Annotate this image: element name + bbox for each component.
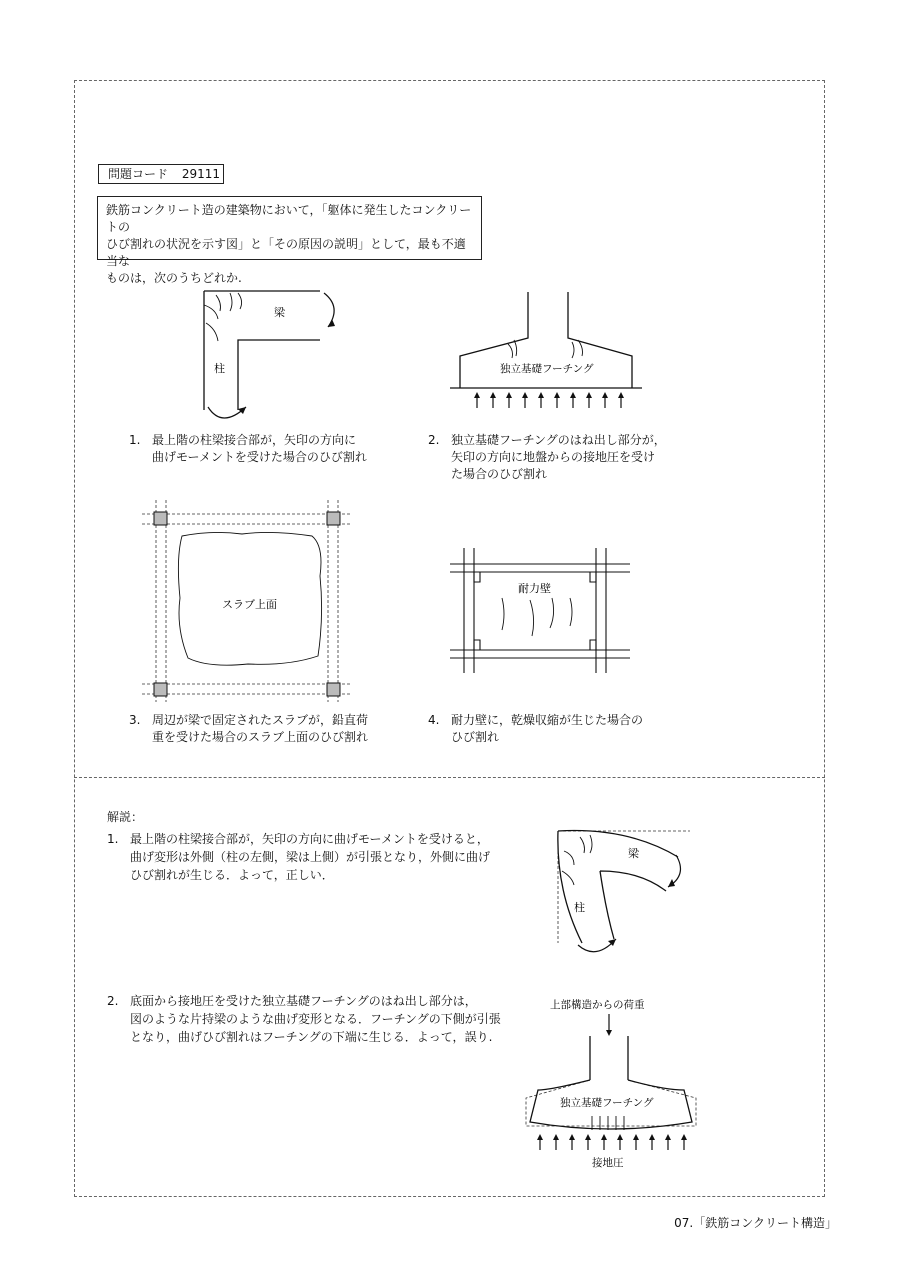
explanation-title: 解説：	[107, 810, 144, 824]
option-line: 耐力壁に，乾燥収縮が生じた場合の	[451, 713, 644, 727]
option-line: ひび割れ	[451, 730, 500, 744]
option-number: 4.	[428, 713, 440, 727]
explanation-figure-2-label-footing: 独立基礎フーチング	[560, 1097, 654, 1109]
explanation-figure-1-label-beam: 梁	[628, 847, 639, 860]
figure-4-shear-wall	[450, 548, 630, 673]
figure-1-beam-column-joint	[190, 285, 350, 430]
option-line: 重を受けた場合のスラブ上面のひび割れ	[152, 730, 369, 744]
figure-3-slab	[142, 500, 352, 702]
option-number: 2.	[428, 433, 440, 447]
figure-1-label-beam: 梁	[274, 306, 285, 319]
explanation-number: 1.	[107, 832, 119, 846]
explanation-figure-1-deformed-joint	[550, 825, 700, 965]
explanation-line: 底面から接地圧を受けた独立基礎フーチングのはね出し部分は，	[130, 994, 477, 1008]
figure-3-label-slab: スラブ上面	[222, 598, 277, 611]
explanation-line: となり，曲げひび割れはフーチングの下端に生じる．よって，誤り.	[130, 1030, 493, 1044]
figure-1-label-column: 柱	[214, 362, 225, 375]
option-number: 1.	[129, 433, 141, 447]
option-line: 周辺が梁で固定されたスラブが，鉛直荷	[152, 713, 369, 727]
option-line: 矢印の方向に地盤からの接地圧を受け	[451, 450, 656, 464]
option-line: 最上階の柱梁接合部が，矢印の方向に	[152, 433, 357, 447]
problem-code-box	[98, 164, 224, 184]
problem-code-label: 問題コード	[108, 167, 169, 181]
explanation-line: 図のような片持梁のような曲げ変形となる．フーチングの下側が引張	[130, 1012, 501, 1026]
question-box	[97, 196, 482, 285]
option-line: 独立基礎フーチングのはね出し部分が，	[451, 433, 666, 447]
figure-4-label-wall: 耐力壁	[518, 582, 551, 595]
option-line: た場合のひび割れ	[451, 467, 548, 481]
question-line: ものは，次のうちどれか.	[106, 271, 242, 285]
explanation-figure-2-label-pressure: 接地圧	[592, 1157, 624, 1169]
section-divider	[74, 777, 825, 778]
option-line: 曲げモーメントを受けた場合のひび割れ	[152, 450, 367, 464]
problem-code-number: 29111	[181, 167, 221, 181]
question-line: ひび割れの状況を示す図」と「その原因の説明」として，最も不適当な	[106, 237, 466, 268]
explanation-figure-2-deformed-footing	[520, 992, 705, 1172]
explanation-figure-2-label-load: 上部構造からの荷重	[550, 999, 645, 1011]
page-footer: 07.「鉄筋コンクリート構造」	[674, 1216, 837, 1230]
figure-2-isolated-footing	[450, 288, 650, 413]
explanation-figure-1-label-column: 柱	[574, 901, 585, 914]
ground-pressure-arrows	[474, 392, 624, 408]
explanation-number: 2.	[107, 994, 119, 1008]
explanation-pressure-arrows	[537, 1134, 687, 1150]
question-line: 鉄筋コンクリート造の建築物において，「躯体に発生したコンクリートの	[106, 203, 472, 234]
explanation-line: ひび割れが生じる．よって，正しい．	[130, 868, 334, 882]
option-number: 3.	[129, 713, 141, 727]
explanation-line: 曲げ変形は外側（柱の左側，梁は上側）が引張となり，外側に曲げ	[130, 850, 491, 864]
figure-2-label-footing: 独立基礎フーチング	[500, 363, 594, 375]
explanation-line: 最上階の柱梁接合部が，矢印の方向に曲げモーメントを受けると，	[130, 832, 489, 846]
